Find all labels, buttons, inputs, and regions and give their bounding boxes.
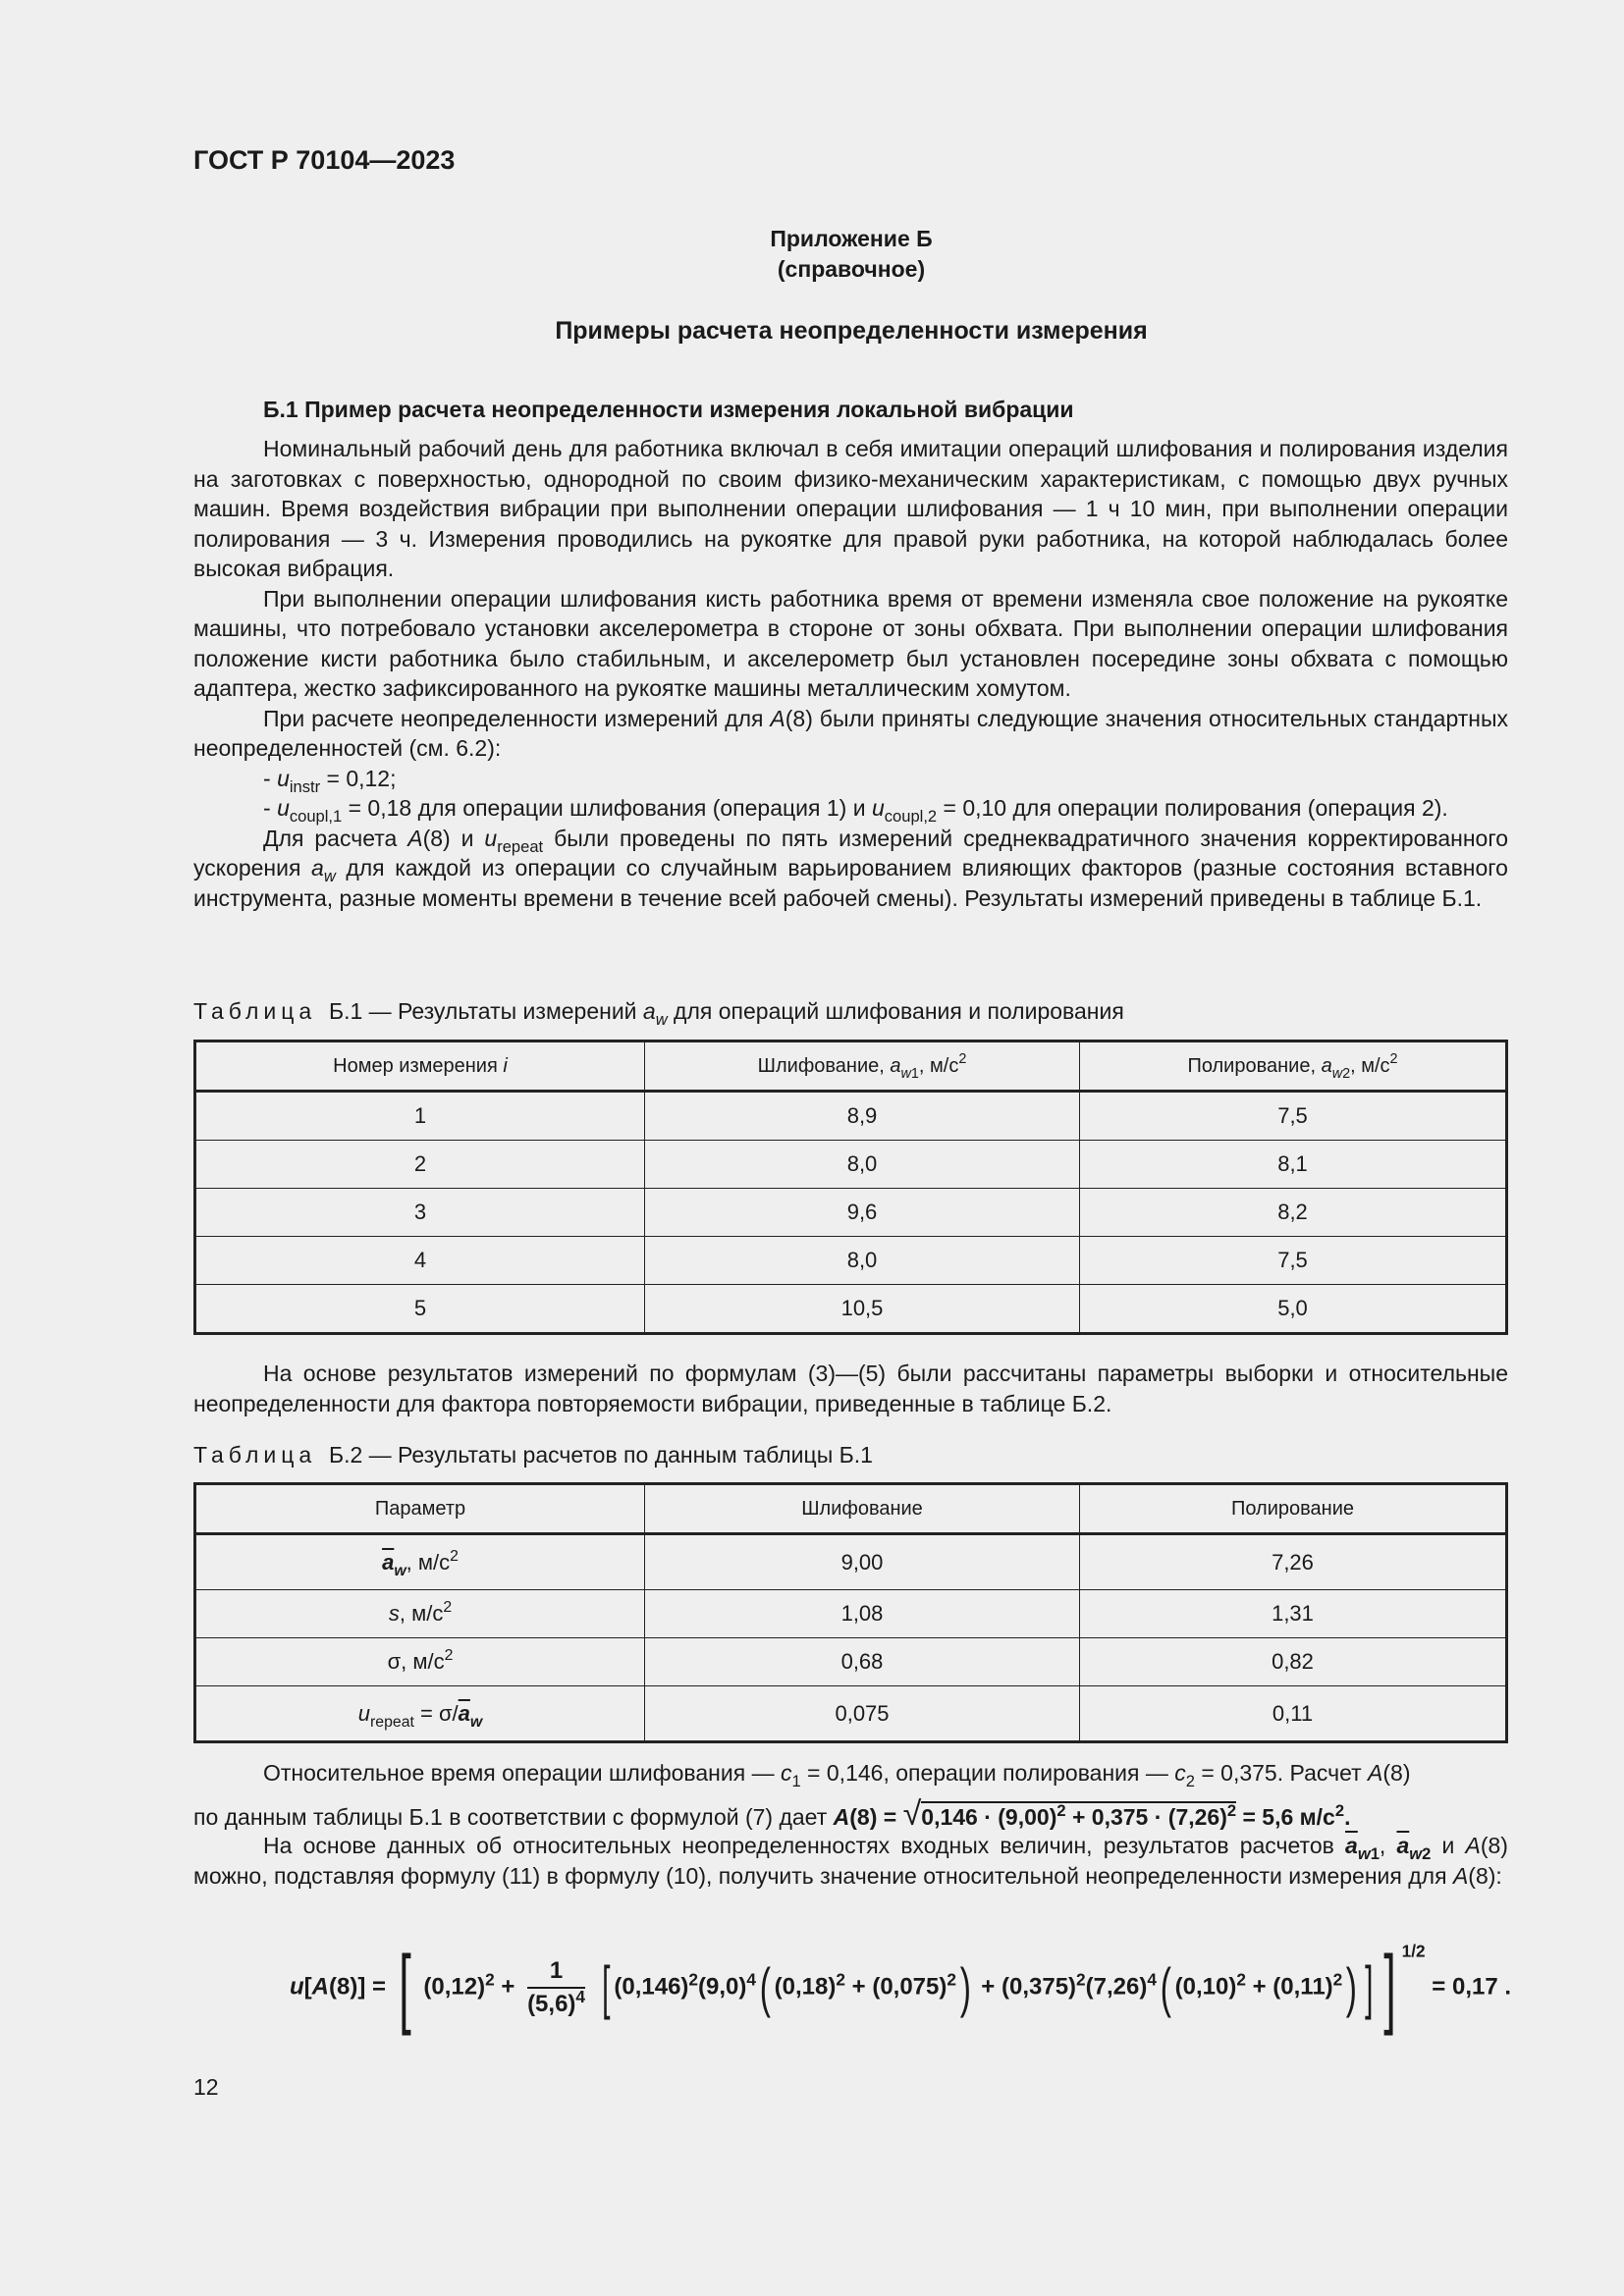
table-b1	[193, 1040, 1508, 1335]
page-title: Примеры расчета неопределенности измерения	[555, 317, 1148, 345]
table-header-row	[195, 1041, 1507, 1092]
document-code: ГОСТ Р 70104—2023	[193, 145, 456, 175]
table-row: 1 8,9 7,5	[195, 1092, 1507, 1141]
table-row: 4 8,0 7,5	[195, 1237, 1507, 1285]
body-text-block-4	[193, 1831, 1508, 1891]
table-caption-b1: Таблица Б.1 — Результаты измерений $a_w$ для операций шлифования и полирования	[193, 998, 1124, 1029]
paragraph: На основе результатов измерений по формулам (3)—(5) были рассчитаны параметры выборки и относительные неопределенности для фактора повторяемости вибрации, приведенные в таблице Б.2.	[193, 1361, 1508, 1416]
main-formula: u[A(8)] = [ $(0,12)^2$ + $\frac{1}{(5,6)^4}$ [ $(0,146)^2(9,0)^4$( $(0,18)^2 + (0,075)^2) + (0,375)^2(7,26)^4$( $(0,10)^2 + (0,11)^2$) ] ] $^{1/2}$ = 0,17 .	[290, 1939, 1512, 2037]
page-number: 12	[193, 2074, 219, 2100]
body-text-block-2	[193, 1359, 1508, 1418]
inline-formula-line: по данным таблицы Б.1 в соответствии с формулой (7) дает $A(8) = √0,146 \cdot (9,00)^2 + 0,375 \cdot (7,26)^2 = 5,6$ $м/с^2$.	[193, 1795, 1351, 1833]
body-text-block-1	[193, 434, 1508, 913]
table-b2	[193, 1482, 1508, 1743]
table-header-row	[195, 1484, 1507, 1534]
table-row: $u_{repeat} = \sigma/\overline{a}_w$ 0,075 0,11	[195, 1686, 1507, 1742]
appendix-label: Приложение Б	[770, 226, 933, 251]
table-row: 3 9,6 8,2	[195, 1189, 1507, 1237]
table-row: $\overline{a}_w$, $м/с^2$ 9,00 7,26	[195, 1534, 1507, 1590]
parameter-cell: $\overline{a}_w$, $м/с^2$	[195, 1534, 645, 1590]
column-header: Параметр	[195, 1484, 645, 1534]
paragraph: Номинальный рабочий день для работника включал в себя имитации операций шлифования и полирования изделия на заготовках с поверхностью, однородной по своим физико-механическим характеристикам, с помощью двух ручных машин. Время воздействия вибрации при выполнении операции шлифования — 1 ч 10 мин, при выполнении операции полирования — 3 ч. Измерения проводились на рукоятке для правой руки работника, на которой наблюдалась более высокая вибрация.	[193, 436, 1508, 581]
list-item: - $u_{coupl,1} = 0,18$ для операции шлифования (операция 1) и $u_{coupl,2} = 0,10$ для операции полирования (операция 2).	[263, 795, 1448, 826]
paragraph: При расчете неопределенности измерений для A(8) были приняты следующие значения относительных стандартных неопределенностей (см. 6.2):	[193, 705, 1508, 761]
table-row: 5 10,5 5,0	[195, 1285, 1507, 1334]
paragraph: Относительное время операции шлифования — $c_1 = 0,146$, операции полирования — $c_2 = 0,375$. Расчет A(8)	[263, 1760, 1411, 1790]
appendix-type: (справочное)	[777, 256, 926, 282]
column-header: Шлифование, $a_{w1}$, $м/с^2$	[645, 1041, 1080, 1092]
table-caption-b2: Таблица Б.2 — Результаты расчетов по данным таблицы Б.1	[193, 1442, 873, 1468]
table-row: 2 8,0 8,1	[195, 1141, 1507, 1189]
column-header: Шлифование	[645, 1484, 1080, 1534]
column-header: Полирование, $a_{w2}$, $м/с^2$	[1080, 1041, 1507, 1092]
table-row: s, $м/с^2$ 1,08 1,31	[195, 1590, 1507, 1638]
column-header: Номер измерения i	[195, 1041, 645, 1092]
paragraph: При выполнении операции шлифования кисть работника время от времени изменяла свое положение на рукоятке машины, что потребовало установки акселерометра в стороне от зоны обхвата. При выполнении операции шлифования положение кисти работника было стабильным, и акселерометр был установлен посередине зоны обхвата с помощью адаптера, жестко зафиксированного на рукоятке машины металлическим хомутом.	[193, 585, 1508, 701]
fraction: $\frac{1}{(5,6)^4}$	[527, 1957, 586, 2017]
list-item: - $u_{instr} = 0,12$;	[263, 765, 397, 796]
table-row: σ, $м/с^2$ 0,68 0,82	[195, 1638, 1507, 1686]
parameter-cell: σ, $м/с^2$	[195, 1638, 645, 1686]
appendix-heading	[0, 224, 1624, 285]
parameter-cell: s, $м/с^2$	[195, 1590, 645, 1638]
column-header: Полирование	[1080, 1484, 1507, 1534]
paragraph: Для расчета A(8) и $u_{repeat}$ были проведены по пять измерений среднеквадратичного значения корректированного ускорения $a_w$ для каждой из операции со случайным варьированием влияющих факторов (разные состояния вставного инструмента, разные моменты времени в течение всей рабочей смены). Результаты измерений приведены в таблице Б.1.	[193, 825, 1508, 911]
paragraph: На основе данных об относительных неопределенностях входных величин, результатов расчетов $\overline{a}_{w1}$, $\overline{a}_{w2}$ и A(8) можно, подставляя формулу (11) в формулу (10), получить значение относительной неопределенности измерения для A(8):	[193, 1833, 1508, 1889]
body-text-block-3	[193, 1758, 1508, 1789]
section-heading: Б.1 Пример расчета неопределенности измерения локальной вибрации	[263, 397, 1074, 422]
parameter-cell: $u_{repeat} = \sigma/\overline{a}_w$	[195, 1686, 645, 1742]
